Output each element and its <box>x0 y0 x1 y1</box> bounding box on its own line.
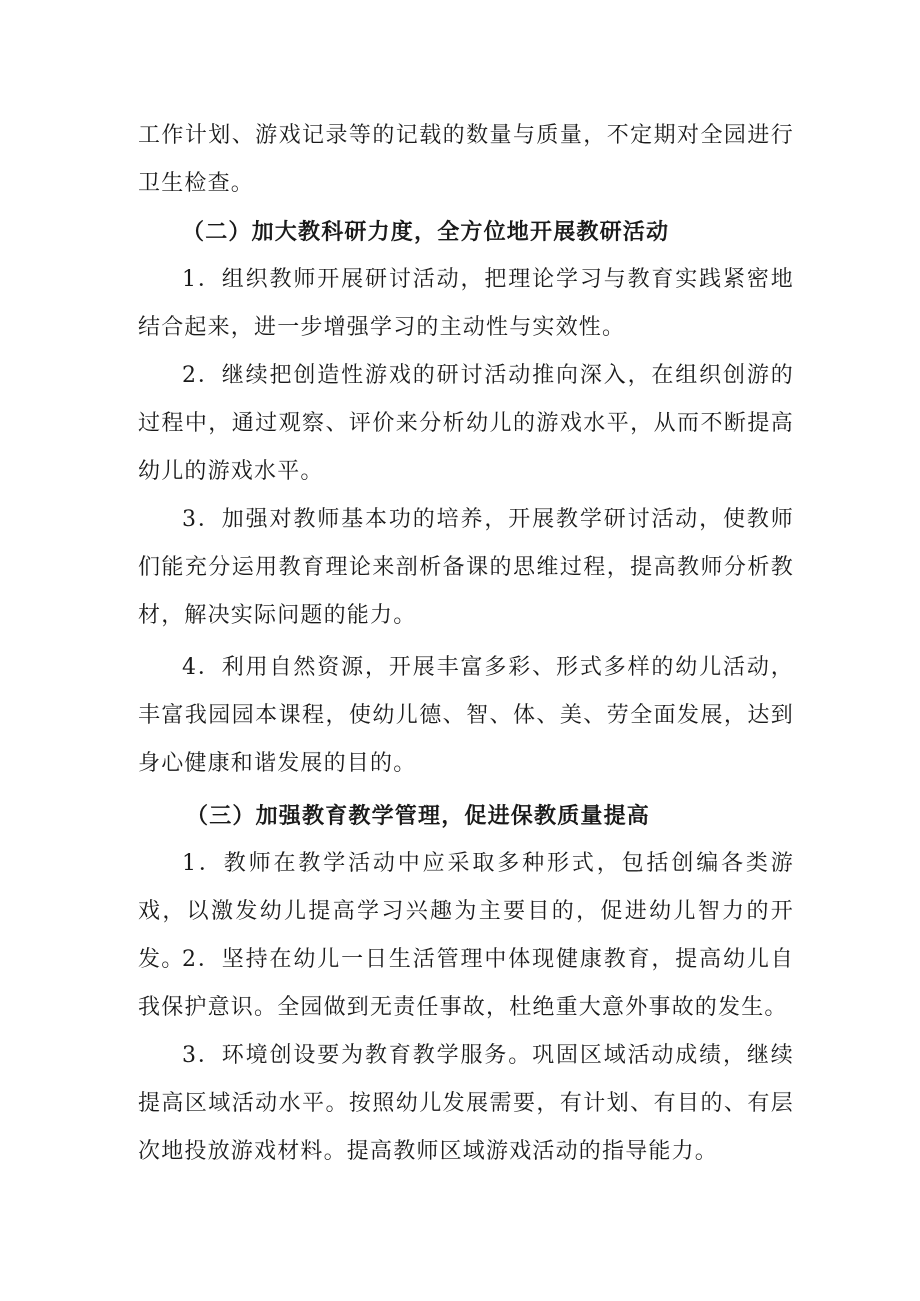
paragraph-2-3: 3．加强对教师基本功的培养，开展教学研讨活动，使教师们能充分运用教育理论来剖析备课的思维过程，提高教师分析教材，解决实际问题的能力。 <box>138 507 794 628</box>
section-heading-2: （二）加大教科研力度，全方位地开展教研活动 <box>182 219 670 245</box>
paragraph-2-1: 1．组织教师开展研讨活动，把理论学习与教育实践紧密地结合起来，进一步增强学习的主动性与实效性。 <box>138 267 794 340</box>
paragraph-2-2: 2．继续把创造性游戏的研讨活动推向深入，在组织创游的过程中，通过观察、评价来分析幼儿的游戏水平，从而不断提高幼儿的游戏水平。 <box>138 363 794 484</box>
section-heading-3: （三）加强教育教学管理，促进保教质量提高 <box>186 803 651 829</box>
paragraph-3-2: 2．坚持在幼儿一日生活管理中体现健康教育，提高幼儿自我保护意识。全园做到无责任事故，杜绝重大意外事故的发生。 <box>138 947 794 1020</box>
paragraph-continued: 工作计划、游戏记录等的记载的数量与质量，不定期对全园进行卫生检查。 <box>138 123 794 196</box>
paragraph-3-3: 3．环境创设要为教育教学服务。巩固区域活动成绩，继续提高区域活动水平。按照幼儿发展需要，有计划、有目的、有层次地投放游戏材料。提高教师区域游戏活动的指导能力。 <box>138 1043 794 1164</box>
paragraph-2-4: 4．利用自然资源，开展丰富多彩、形式多样的幼儿活动，丰富我园园本课程，使幼儿德、智、体、美、劳全面发展，达到身心健康和谐发展的目的。 <box>138 655 794 776</box>
paragraph-3-1: 1．教师在教学活动中应采取多种形式，包括创编各类游戏，以激发幼儿提高学习兴趣为主要目的，促进幼儿智力的开发。 <box>138 851 794 972</box>
